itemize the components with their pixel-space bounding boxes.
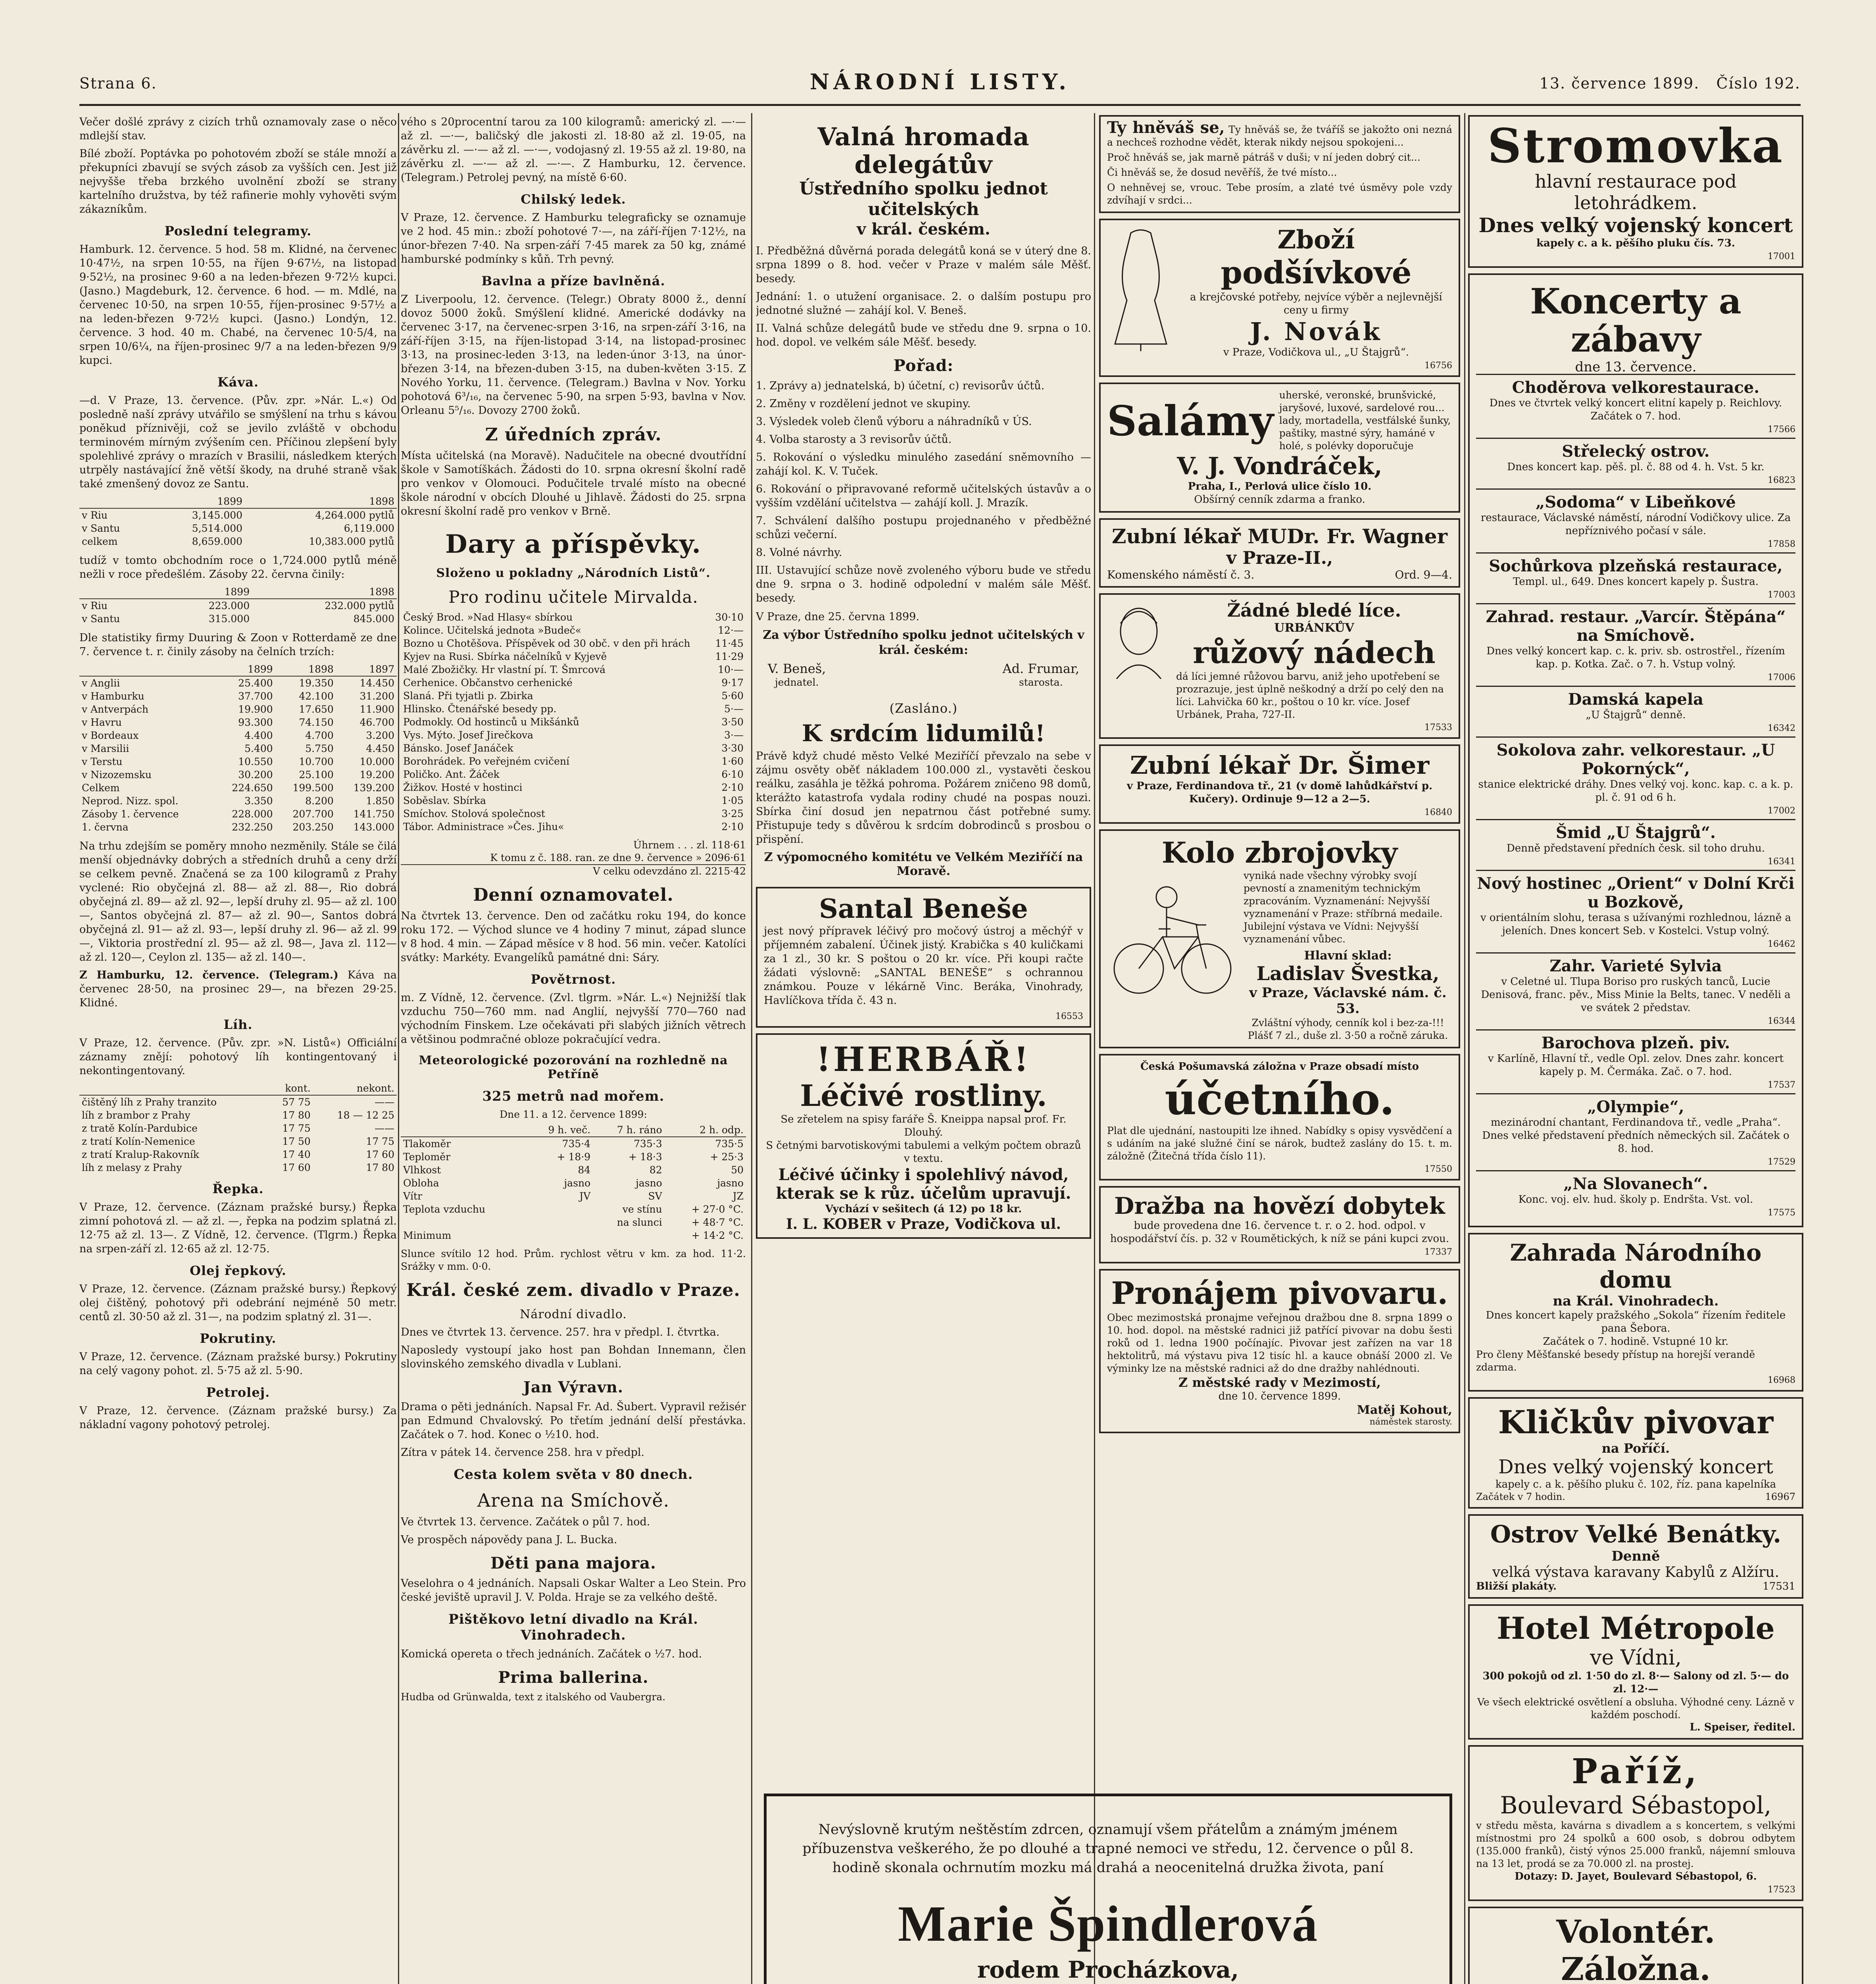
telegram-paragraph: Hamburk. 12. července. 5 hod. 58 m. Klidné, na červenec 10·47½, na srpen 10·55, na říjen 9·67½, na listopad 9·52½, na prosinec 9·60 a na leden-březen 9·72½ kupci. (Jasno.) Magdeburk, 12. července. 6 hod. — m. Mdlé, na červenec 10·50, na srpen 10·55, říjen-prosinec 9·57½ a na leden-březen 9·72½ kupci. (Jasno.) Londýn, 12. července. 3 hod. 40 m. Chabé, na červenec 10·5/4, na srpen 10/6¼, na říjen-prosinec 9/7 a na leden-březen 9/9 kupci. xyxy=(79,243,397,367)
donation-row: Žižkov. Hosté v hostinci 2·10 xyxy=(403,782,744,793)
donation-row: Bozno u Chotěšova. Příspěvek od 30 obč. v den při hrách 11·45 xyxy=(403,638,744,649)
official-news-paragraph: Místa učitelská (na Moravě). Nadučitele na obecné dvoutřídní škole v Samotíškách. Žádosti do 10. srpna okresní školní radě pro venkov v Olomouci. Podučitele trvalé místo na obecné škole národní v obcích Dlouhé u Jihlavě. Žádosti do 25. srpna okresní školní radě pro venkov v Brně. xyxy=(401,450,746,517)
concerts-date: dne 13. července. xyxy=(1575,359,1697,375)
hamburk-paragraph: Z Hamburku, 12. července. (Telegram.) Káva na červenec 28·50, na prosinec 29—, na březen 29·25. Klidné. xyxy=(79,969,397,1009)
podsivkove-advert: Zboží podšívkové a krejčovské potřeby, nejvíce výběr a nejlevnější ceny u firmy J. Novák v Praze, Vodičkova ul., „U Štajgrů“. 16756 xyxy=(1099,219,1460,377)
table-row: Vlhkost 84 82 50 xyxy=(403,1164,744,1176)
ad-number: 16553 xyxy=(1055,1011,1083,1021)
meteo-date: Dne 11. a 12. července 1899: xyxy=(500,1109,647,1120)
section-heading: Povětrnost. xyxy=(531,972,616,987)
petrolej-paragraph: V Praze, 12. července. (Záznam pražské bursy.) Za nákladní vagony pohotový petrolej. xyxy=(79,1405,397,1431)
stromovka-advert: Stromovka hlavní restaurace pod letohrádkem. Dnes velký vojenský koncert kapely c. a k. pěšího pluku čís. 73. 17001 xyxy=(1468,115,1803,268)
obituary-notice xyxy=(764,1794,1452,1984)
section-heading: Pokrutiny. xyxy=(200,1331,277,1346)
herbar-line: Léčivé účinky i spolehlivý návod, kterak se k růz. účelům upravují. xyxy=(776,1165,1071,1203)
mirvald-heading: Pro rodinu učitele Mirvalda. xyxy=(448,587,698,607)
table-row: v Hamburku 37.700 42.100 31.200 xyxy=(82,690,394,702)
table-row: na slunci + 48·7 °C. xyxy=(617,1217,744,1228)
concerts-title: Koncerty a zábavy xyxy=(1530,281,1741,360)
arena-paragraph: Veselohra o 4 jednáních. Napsali Oskar Walter a Leo Stein. Pro české jeviště upravil J. V. Polda. Hraje se za velkého deště. xyxy=(401,1577,746,1603)
olej-paragraph: V Praze, 12. července. (Záznam pražské bursy.) Řepkový olej čištěný, pohotový při odebrání nejméně 50 metr. centů zl. 30·50 až zl. 31—, na podzim splatný zl. 31—. xyxy=(79,1283,397,1323)
urbanek-advert: Žádné bledé líce. URBÁNKŮV růžový nádech dá líci jemné růžovou barvu, aniž jeho upotřebení se prozrazuje, jest úplně neškodný a drží po celý den na líci. Lahvička 60 kr., poštou o 10 kr. více. Josef Urbánek, Praha, 727-II. 17533 xyxy=(1099,593,1460,739)
assembly-committee: Za výbor Ústředního spolku jednot učitelských v král. českém: xyxy=(763,628,1084,657)
theatre-paragraph: Dnes ve čtvrtek 13. července. 257. hra v předpl. I. čtvrtka. xyxy=(401,1326,720,1338)
klickuv-advert: Kličkův pivovar na Poříčí. Dnes velký vojenský koncert kapely c. a k. pěšího pluku č. 102, říz. pana kapelníka Začátek v 7 hodin. 16967 xyxy=(1468,1397,1803,1509)
donation-row: Tábor. Administrace »Čes. Jihu« 2·10 xyxy=(403,821,744,832)
assembly-paragraph: Jednání: 1. o utužení organisace. 2. o dalším postupu pro jednotné služné — zahájí kol. V. Beneš. xyxy=(756,290,1091,317)
appeal-heading: K srdcím lidumilů! xyxy=(802,720,1046,747)
pistek-paragraph: Hudba od Grünwalda, text z italského od Vaubergra. xyxy=(401,1691,666,1703)
concert-advert: Zahrad. restaur. „Varcír. Štěpána“ na Smíchově. Dnes velký koncert kap. c. k. priv. sb. ostrostřel., řízením kap. p. Kotka. Zač. o 7. h. Vstup volný. 17006 xyxy=(1476,603,1795,686)
donation-row: Malé Zbožičky. Hr vlastní pí. T. Šmrcová 10·— xyxy=(403,664,744,675)
concert-advert: „Sodoma“ v Libeňkové restaurace, Václavské náměstí, národní Vodičkovy ulice. Za nepříznivého počasí v sále. 17858 xyxy=(1476,488,1795,552)
section-heading: Líh. xyxy=(223,1017,253,1032)
meteo-heading: Meteorologické pozorování na rozhledně na Petříně xyxy=(419,1054,728,1081)
agenda-heading: Pořad: xyxy=(893,356,954,375)
ucetni-advert: Česká Pošumavská záložna v Praze obsadí místo účetního. Plat dle ujednání, nastoupiti lze ihned. Nabídky s opisy vysvědčení a s udáním na jaké služné činí se nárok, budtež zaslány do 15. t. m. záložně (Žitečná třída číslo 11). 17550 xyxy=(1099,1054,1460,1180)
issue-date-number xyxy=(1540,75,1801,92)
herbar-title: !HERBÁŘ! xyxy=(816,1040,1031,1079)
assembly-title: Valná hromada delegátův xyxy=(817,122,1030,179)
weather-paragraph: m. Z Vídně, 12. července. (Zvl. tlgrm. »Nár. L.«) Nejnižší tlak vzduchu 750—760 mm. nad Anglií, nejvyšší 770—760 nad východním Finskem. Lze očekávati při slabých jižních větrech a většinou podmračné obloze pokračující vedra. xyxy=(401,992,746,1046)
section-heading: Řepka. xyxy=(212,1181,264,1196)
drazba-advert: Dražba na hovězí dobytek bude provedena dne 16. července t. r. o 2. hod. odpol. v hospodářství čís. p. 32 v Roumětických, k níž se páni kupci zvou. 17337 xyxy=(1099,1186,1460,1263)
column-entertainment xyxy=(1468,115,1803,1984)
lady-portrait-icon xyxy=(1107,600,1171,679)
table-row: Tlakoměr 735·4 735·3 735·5 xyxy=(403,1138,744,1150)
table-row: celkem 8,659.000 10,383.000 pytlů xyxy=(82,536,394,547)
donation-row: Český Brod. »Nad Hlasy« sbírkou 30·10 xyxy=(403,611,744,623)
agenda-item: 3. Výsledek voleb členů výboru a náhradníků v ÚS. xyxy=(756,415,1032,428)
pistek-paragraph: Komická opereta o třech jednáních. Začátek o ½7. hod. xyxy=(401,1648,702,1660)
table-row: v Anglii 25.400 19.350 14.450 xyxy=(82,677,394,689)
concert-advert: „Olympie“, mezinárodní chantant, Ferdinandova tř., vedle „Praha“. Dnes velké představení předních německých sil. Začátek o 8. hod. 17529 xyxy=(1476,1093,1795,1170)
coffee-harvest-table: 1899 1898 v Riu 3,145.000 4,264.000 pytlů v Santu 5,514.000 6,119.000 celkem 8,659.000 10,383.000 pytlů xyxy=(79,495,397,548)
table-row: z tratě Kolín-Pardubice 17 75 —— xyxy=(82,1123,394,1134)
section-heading: Z úředních zpráv. xyxy=(485,425,662,445)
table-row: v Santu 5,514.000 6,119.000 xyxy=(82,523,394,534)
table-row: v Terstu 10.550 10.700 10.000 xyxy=(82,756,394,767)
play-title: Jan Výravn. xyxy=(523,1378,624,1396)
table-row: z tratí Kolín-Nemenice 17 50 17 75 xyxy=(82,1136,394,1147)
concert-advert: Damská kapela „U Štajgrů“ denně. 16342 xyxy=(1476,686,1795,736)
donation-row: Borohrádek. Po veřejném cvičení 1·60 xyxy=(403,756,744,767)
spirits-price-table: kont. nekont. čištěný líh z Prahy tranzito 57 75 —— líh z brambor z Prahy 17 80 18 — 12 25 z tratě Kolín-Pardubice 17 75 —— z tratí Kolín-Nemenice 17 50 17 75 z tratí Kralup-Rakovník 17 40 17 60 líh z melasy z Prahy 17 60 17 80 xyxy=(79,1082,397,1174)
meteo-footer: Slunce svítilo 12 hod. Prům. rychlost větru v km. za hod. 11·2. Srážky v mm. 0·0. xyxy=(401,1248,746,1272)
donations-subheading: Složeno u pokladny „Národních Listů“. xyxy=(436,566,711,580)
herbar-line: Vychází v sešitech (á 12) po 18 kr. xyxy=(825,1203,1022,1215)
table-row: Zásoby 1. července 228.000 207.700 141.750 xyxy=(82,808,394,820)
table-row: v Antverpách 19.900 17.650 11.900 xyxy=(82,704,394,715)
donation-row: Podmokly. Od hostinců u Mikšánků 3·50 xyxy=(403,716,744,728)
meteo-subheading: 325 metrů nad mořem. xyxy=(482,1088,665,1104)
table-row: z tratí Kralup-Rakovník 17 40 17 60 xyxy=(82,1149,394,1160)
concert-advert: Zahr. Varieté Sylvia v Celetné ul. Tlupa Boriso pro ruských tanců, Lucie Denisová, franc. pěv., Miss Minie la Belts, tanec. V neděli a ve svátek 2 představ. 16344 xyxy=(1476,952,1795,1029)
agenda-list xyxy=(756,379,1091,605)
agenda-item: 4. Volba starosty a 3 revisorův účtů. xyxy=(756,433,952,446)
agenda-item: 2. Změny v rozdělení jednot ve skupiny. xyxy=(756,398,971,410)
dress-form-icon xyxy=(1107,225,1174,352)
santal-text: jest nový přípravek léčivý pro močový ústroj a měchýř v příjemném zabalení. Účinek jistý. Krabička s 40 kuličkami za 1 zl., 30 kr. S poštou o 20 kr. více. Při koupi račte žádati výslovně: „SANTAL BENEŠE“ s ochrannou známkou. Pouze v lékárně Vinc. Beráka, Vinohrady, Havlíčkova třída č. 43 n. xyxy=(764,925,1083,1007)
section-heading: Denní oznamovatel. xyxy=(473,885,674,905)
repka-paragraph: V Praze, 12. července. (Záznam pražské bursy.) Řepka zimní pohotová zl. — až zl. —, řepka na podzim splatná zl. 12·75 až zl. 13—. Z Vídně, 12. července. (Tlgrm.) Řepka na srpen-září zl. 12·65 až zl. 12·75. xyxy=(79,1201,397,1255)
pronajem-advert: Pronájem pivovaru. Obec mezimostská pronajme veřejnou dražbou dne 8. srpna 1899 o 10. hod. dopol. na městské radnici již patřící pivovar na dobu šesti roků od 1. ledna 1900 počínajíc. Pivovar jest zařízen na var 18 hektolitrů, má výstavu piva 12 tisíc hl. a kauce obnáší 2000 zl. Ve výminky lze na městské radnici až do dne dražby nahlédnouti. Z městské rady v Mezimostí, dne 10. července 1899. Matěj Kohout, náměstek starosty. xyxy=(1099,1269,1460,1433)
volonter-advert: Volontér. Záložna. xyxy=(1468,1907,1803,1984)
table-row: Teplota vzduchu ve stínu + 27·0 °C. xyxy=(403,1203,744,1215)
table-row: Vítr JV SV JZ xyxy=(403,1190,744,1202)
kava-paragraph: tudíž v tomto obchodním roce o 1,724.000 pytlů méně nežli v roce předešlém. Zásoby 22. června činily: xyxy=(79,554,397,581)
assembly-paragraph: I. Předběžná důvěrná porada delegátů koná se v úterý dne 8. srpna 1899 o 8. hod. večer v Praze v malém sále Měšť. besedy. xyxy=(756,245,1091,285)
table-row: líh z melasy z Prahy 17 60 17 80 xyxy=(82,1162,394,1173)
stromovka-title: Stromovka xyxy=(1488,118,1784,173)
column-divider xyxy=(1464,113,1465,1984)
kava-paragraph: —d. V Praze, 13. července. (Pův. zpr. »Nár. L.«) Od posledně naší zprávy utvářilo se smýšlení na trhu s kávou poněkud příznivěji, což se jevilo zvláště v obchodu terminovém mírným zvýšením cen. Příčinou zlepšení byly spolehlivé zprávy o mrazích v Brasilii, následkem kterých utrpěly nastávající žně větší škody, na druhé straně však také zmenšený dovoz ze Santu. xyxy=(79,394,397,490)
table-row: v Nizozemsku 30.200 25.100 19.200 xyxy=(82,769,394,781)
zaslano-label: (Zasláno.) xyxy=(889,701,958,716)
herbar-line: Se zřetelem na spisy faráře Š. Kneippa napsal prof. Fr. Dlouhý. xyxy=(780,1113,1067,1138)
table-row: líh z brambor z Prahy 17 80 18 — 12 25 xyxy=(82,1109,394,1121)
theatre-paragraph: Zítra v pátek 14. července 258. hra v předpl. xyxy=(401,1446,645,1459)
table-row: v Bordeaux 4.400 4.700 3.200 xyxy=(82,730,394,741)
santal-advert xyxy=(756,887,1091,1028)
kava-paragraph: Na trhu zdejším se poměry mnoho nezměnily. Stále se čilá menší objednávky dobrých a středních druhů a ceny drží se celkem pevně. Značená se za 100 kilogramů z Prahy vyclené: Rio obyčejná zl. 88— až zl. 88—, Rio dobrá obyčejná zl. 89— až zl. 92—, lepší druhy zl. 95— až zl. 100—, Santos obyčejná zl. 87— až zl. 90—, Santos dobrá obyčejná zl. 91— až zl. 93—, lepší druhy zl. 96— až zl. 99—, Viktoria prostřední zl. 95— až zl. 98—, Java zl. 112— až zl. 120—, Ceylon zl. 135— až zl. 140—. xyxy=(79,840,397,963)
kolo-advert: Kolo zbrojovky vyniká nade všechny výrobky svojí pevností a znamenitým technickým zpracováním. Vyznamenání: Nejvyšší vyznamenání v Praze: stříbrná medaile. Jubilejní výstava ve Vídni: Nejvyšší vyznamenání vůbec. Hlavní sklad: Ladislav Švestka, v Praze, Václavské nám. č. 53. Zvláštní výhody, cenník kol i bez-za-!!! Plášť 7 zl., duše zl. 3·50 a ročně záruka. xyxy=(1099,829,1460,1048)
agenda-item: 1. Zprávy a) jednatelská, b) účetní, c) revisorův účtů. xyxy=(756,380,1045,392)
herbar-advert xyxy=(756,1033,1091,1239)
concert-advert: Sokolova zahr. velkorestaur. „U Pokornýck“, stanice elektrické dráhy. Dnes velký voj. konc. kap. c. a k. p. pl. č. 91 od 6 h. 17002 xyxy=(1476,736,1795,819)
donation-row: Cerhenice. Občanstvo cerhenické 9·17 xyxy=(403,677,744,688)
assembly-paragraph: II. Valná schůze delegátů bude ve středu dne 9. srpna o 10. hod. dopol. ve velkém sále Měšť. besedy. xyxy=(756,322,1091,348)
donation-row: Hlinsko. Čtenářské besedy pp. 5·— xyxy=(403,703,744,715)
section-heading: Chilský ledek. xyxy=(521,192,626,207)
theatre-subheading: Národní divadlo. xyxy=(520,1307,627,1321)
kava-paragraph: Dle statistiky firmy Duuring & Zoon v Rotterdamě ze dne 7. července t. r. činily zásoby na čelních trzích: xyxy=(79,632,397,658)
ledek-paragraph: V Praze, 12. července. Z Hamburku telegraficky se oznamuje ve 2 hod. 45 min.: zboží pohotové 7·—, na září-říjen 7·12½, na únor-březen 7·40. Na srpen-září 7·45 marek za 50 kg, známé hamburské podmínky s kůň. Trh pevný. xyxy=(401,211,746,265)
issue-date: 13. července 1899. xyxy=(1539,75,1700,92)
agenda-item: 6. Rokování o připravované reformě učitelských ústavův a o vyšším vzdělání učitelstva — zahájí koll. J. Mrazík. xyxy=(756,483,1091,509)
theatre-heading: Král. české zem. divadlo v Praze. xyxy=(406,1280,740,1300)
donation-carry: K tomu z č. 188. ran. ze dne 9. července » 2096·61 xyxy=(490,852,746,863)
arena-paragraph: Ve prospěch nápovědy pana J. L. Bucka. xyxy=(401,1534,617,1546)
bile-zbozi-paragraph: Bílé zboží. Poptávka po pohotovém zboží se stále množí a překupníci zbavují se svých zásob za vyšších cen. Jest již nejvyšše třeba brzkého uvolnění zboží se strany kartelního družstva, by též rafinerie mohly vyhověti svým zákazníkům. xyxy=(79,148,397,215)
play-title: Děti pana majora. xyxy=(490,1554,656,1573)
donation-total: Úhrnem . . . zl. 118·61 xyxy=(633,839,746,851)
donation-row: Poličko. Ant. Žáček 6·10 xyxy=(403,769,744,780)
column-divider xyxy=(398,113,399,1984)
arena-heading: Arena na Smíchově. xyxy=(477,1490,670,1511)
pokrutiny-paragraph: V Praze, 12. července. (Záznam pražské bursy.) Pokrutiny na celý vagony pohot. zl. 5·75 až zl. 5·90. xyxy=(79,1351,397,1377)
meteo-table: 9 h. več. 7 h. ráno 2 h. odp. Tlakoměr 735·4 735·3 735·5 Teploměr + 18·9 + 18·3 + 25·3 Vlhkost 84 82 50 Obloha jasno jasno jasno Vítr JV SV JZ Teplota vzduchu ve stínu + 27·0 °C. na slunci + 48·7 °C. Minimum + 14·2 °C. xyxy=(401,1123,746,1242)
column-divider xyxy=(751,113,752,1984)
concert-list xyxy=(1476,374,1795,1221)
hotel-metropole-advert: Hotel Métropole ve Vídni, 300 pokojů od zl. 1·50 do zl. 8·— Salony od zl. 5·— do zl. 12·— Ve všech elektrické osvětlení a obsluha. Výhodné ceny. Lázně v každém poschodí. L. Speiser, ředitel. xyxy=(1468,1604,1803,1740)
column-teachers-and-ads xyxy=(756,115,1091,1785)
simer-advert: Zubní lékař Dr. Šimer v Praze, Ferdinandova tř., 21 (v domě lahůdkářství p. Kučery). Ordinuje 9—12 a 2—5. 16840 xyxy=(1099,744,1460,824)
issue-number: Číslo 192. xyxy=(1716,75,1801,92)
concerts-listing xyxy=(1468,273,1803,1227)
assembly-region: v král. českém. xyxy=(857,220,990,238)
pariz-advert: Paříž, Boulevard Sébastopol, v středu města, kavárna s divadlem a s koncertem, s velkými místnostmi pro 24 spolků a 600 osob, s dobrou odbytem (135.000 franků), čistý výnos 25.000 franků, nájemní smlouva na 13 let, prodá se za 70.000 zl. na prostej. Dotazy: D. Jayet, Boulevard Sébastopol, 6. 17523 xyxy=(1468,1745,1803,1901)
column-divider xyxy=(1094,113,1095,1984)
zahrada-advert: Zahrada Národního domu na Král. Vinohradech. Dnes koncert kapely pražského „Sokola“ řízením ředitele pana Šebora. Začátek o 7. hodině. Vstupné 10 kr. Pro členy Měšťanské besedy přístup na horejší verandě zdarma. 16968 xyxy=(1468,1233,1803,1392)
table-row: Minimum + 14·2 °C. xyxy=(403,1230,744,1241)
donation-row: Kolince. Učitelská jednota »Budeč« 12·— xyxy=(403,625,744,636)
concert-advert: Sochůrkova plzeňská restaurace, Templ. ul., 649. Dnes koncert kapely p. Šustra. 17003 xyxy=(1476,552,1795,603)
petrolej-continued: vého s 20procentní tarou za 100 kilogramů: americký zl. —·— až zl. —·—, baličský dle jakosti zl. 18·80 až zl. 19·05, na závěrku zl. —·— až zl. —·—, vodojasný zl. 19·55 až zl. 19·80, na závěrku zl. —·— až zl. —·—. Z Hamburku, 12. července. (Telegram.) Petrolej pevný, na místě 6·60. xyxy=(401,116,746,184)
section-heading: Bavlna a příze bavlněná. xyxy=(481,273,665,288)
play-title: Prima ballerina. xyxy=(498,1668,649,1687)
herbar-subtitle: Léčivé rostliny. xyxy=(800,1079,1047,1113)
obituary-intro: Nevýslovně krutým neštěstím zdrcen, oznamují všem přátelům a známým jménem příbuzenstva veškerého, že po dlouhé a trapné nemoci ve středu, 12. července o půl 8. hodině skonala ochrnutím mozku má drahá a neocenitelná družka života, paní xyxy=(802,1822,1414,1876)
coffee-stock-table: 1899 1898 v Riu 223.000 232.000 pytlů v Santu 315.000 845.000 xyxy=(79,585,397,625)
appeal-paragraph: Právě když chudé město Velké Meziříčí převzalo na sebe v zájmu osvěty oběť nákladem 100.000 zl., vystavěti českou reálku, zasáhla je těžká pohroma. Požárem zničeno 98 domů, kterážto katastrofa vydala rodiny chudé na pospas nouzi. Sbírka činí dosud jen nepatrnou část potřebné sumy. Přistupuje tedy s důvěrou k srdcím dobrodinců s prosbou o přispění. xyxy=(756,750,1091,846)
concert-advert: „Na Slovanech“. Konc. voj. elv. hud. školy p. Endršta. Vst. vol. 17575 xyxy=(1476,1170,1795,1221)
concert-advert: Choděrova velkorestaurace. Dnes ve čtvrtek velký koncert elitní kapely p. Reichlovy. Začátek o 7. hod. 17566 xyxy=(1476,374,1795,438)
arena-paragraph: Ve čtvrtek 13. července. Začátek o půl 7. hod. xyxy=(401,1516,650,1528)
table-row: Celkem 224.650 199.500 139.200 xyxy=(82,782,394,794)
assembly-subtitle: Ústředního spolku jednot učitelských xyxy=(799,179,1048,219)
appeal-footer: Z výpomocného komitétu ve Velkém Meziříčí na Moravě. xyxy=(764,850,1083,878)
theatre-paragraph: Naposledy vystoupí jako host pan Bohdan Innemann, člen slovinského zemského divadla v Lublani. xyxy=(401,1344,746,1370)
concert-advert: Barochova plzeň. piv. v Karlíně, Hlavní tř., vedle Opl. zelov. Dnes zahr. koncert kapely p. M. Čermáka. Zač. o 7. hod. 17537 xyxy=(1476,1029,1795,1093)
donations-heading: Dary a příspěvky. xyxy=(445,529,702,559)
deceased-maiden-name: rodem Procházkova, xyxy=(977,1956,1239,1983)
concert-advert: Nový hostinec „Orient“ v Dolní Krči u Bozkově, v orientálním slohu, terasa s užívanými rozhlednou, lázně a jeleních. Dnes koncert Seb. v Kostelci. Vstup volný. 16462 xyxy=(1476,870,1795,952)
pistek-heading: Pištěkovo letní divadlo na Král. Vinohradech. xyxy=(448,1611,698,1643)
donation-row: Bánsko. Josef Janáček 3·30 xyxy=(403,742,744,754)
table-row: v Santu 315.000 845.000 xyxy=(82,613,394,625)
coffee-european-stock-table: 1899 1898 1897 v Anglii 25.400 19.350 14.450 v Hamburku 37.700 42.100 31.200 v Antverpách 19.900 17.650 11.900 v Havru 93.300 74.150 46.700 v Bordeaux 4.400 4.700 3.200 v Marsilii 5.400 5.750 4.450 v Terstu 10.550 10.700 10.000 v Nizozemsku 30.200 25.100 19.200 Celkem 224.650 199.500 139.200 Neprod. Nizz. spol. 3.350 8.200 1.850 Zásoby 1. července 228.000 207.700 141.750 1. června 232.250 203.250 143.000 xyxy=(79,663,397,834)
page-header xyxy=(79,67,1801,99)
bicycle-icon xyxy=(1107,869,1238,1000)
newspaper-title: NÁRODNÍ LISTY. xyxy=(809,69,1071,94)
bavlna-paragraph: Z Liverpoolu, 12. července. (Telegr.) Obraty 8000 ž., denní dovoz 5000 žoků. Smýšlení klidné. Americké dodávky na červenec 3·17, na červenec-srpen 3·16, na srpen-září 3·16, na září-říjen 3·15, na říjen-listopad 3·14, na listopad-prosinec 3·13, na prosinec-leden 3·13, na leden-únor 3·13, na únor-březen 3·14, na březen-duben 3·15, na duben-květen 3·15. Z Nového Yorku, 11. července. (Telegram.) Bavlna v Nov. Yorku pohotová 6³/₁₆, na červenec 5·90, na srpen 5·93, bavlna v Nov. Orleanu 5⁵/₁₆. Dovozy 2700 žoků. xyxy=(401,293,746,417)
ty-hnevas-advert: Ty hněváš se, Ty hněváš se, že tváříš se jakožto oni nezná a nechceš rozhodne vědět, kterak nikdy nejsou spokojeni... Proč hněváš se, jak marně pátráš v duši; v ní jeden dobrý cit... Či hněváš se, že dosud nevěříš, že tvé místo... O nehněvej se, vrouc. Tebe prosím, a zlaté tvé úsměvy pole vzdy zdvíhají v srdci... xyxy=(1099,115,1460,213)
play-title: Cesta kolem světa v 80 dnech. xyxy=(454,1467,693,1482)
section-heading: Káva. xyxy=(217,375,259,390)
page-number: Strana 6. xyxy=(79,75,157,92)
assembly-signatures: V. Beneš, jednatel. Ad. Frumar, starosta. xyxy=(768,661,1079,688)
agenda-item: 7. Schválení dalšího postupu projednaného v předběžné schůzi večerní. xyxy=(756,515,1091,541)
wagner-advert: Zubní lékař MUDr. Fr. Wagner v Praze-II., Komenského náměstí č. 3. Ord. 9—4. xyxy=(1099,518,1460,588)
herbar-publisher: I. L. KOBER v Praze, Vodičkova ul. xyxy=(786,1216,1061,1232)
table-row: Obloha jasno jasno jasno xyxy=(403,1177,744,1189)
concert-advert: Šmid „U Štajgrů“. Denně představení předních česk. sil toho druhu. 16341 xyxy=(1476,819,1795,870)
deceased-name: Marie Špindlerová xyxy=(898,1896,1319,1952)
section-heading: Olej řepkový. xyxy=(190,1263,286,1278)
donation-row: Kyjev na Rusi. Sbírka náčelníků v Kyjevě 11·29 xyxy=(403,651,744,662)
table-row: v Riu 223.000 232.000 pytlů xyxy=(82,600,394,611)
assembly-date: V Praze, dne 25. června 1899. xyxy=(756,611,920,623)
table-row: v Riu 3,145.000 4,264.000 pytlů xyxy=(82,509,394,521)
column-news-and-donations xyxy=(401,115,746,1984)
theatre-paragraph: Drama o pěti jednáních. Napsal Fr. Ad. Šubert. Vypravil režisér pan Edmund Chvalovský. Po třetím jednání delší přestávka. Začátek o 7. hod. Konec o ½10. hod. xyxy=(401,1401,746,1441)
lih-paragraph: V Praze, 12. července. (Pův. zpr. »N. Listů«) Officiální záznamy znějí: pohotový líh kontingentovaný i nekontingentovaný. xyxy=(79,1037,397,1077)
donation-row: Soběslav. Sbírka 1·05 xyxy=(403,795,744,806)
agenda-item: 8. Volné návrhy. xyxy=(756,546,842,559)
benatky-advert: Ostrov Velké Benátky. Denně velká výstava karavany Kabylů z Alžíru. Bližší plakáty. 17531 xyxy=(1468,1514,1803,1599)
donation-row: Slaná. Při tyjatli p. Zbirka 5·60 xyxy=(403,690,744,702)
header-rule xyxy=(79,104,1801,106)
herbar-line: S četnými barvotiskovými tabulemi a velkým počtem obrazů v textu. xyxy=(766,1140,1081,1165)
salamy-advert: Salámy uherské, veronské, brunšvické, jaryšové, luxové, sardelové rou... lady, mortadella, vestfálské šunky, paštiky, mastné sýry, hamáné v holé, s polévky doporučuje V. J. Vondráček, Praha, I., Perlová ulice číslo 10. Obšírný cenník zdarma a franko. xyxy=(1099,383,1460,513)
agenda-item: 5. Rokování o výsledku minulého zasedání sněmovního — zahájí kol. K. V. Tuček. xyxy=(756,451,1091,477)
daily-paragraph: Na čtvrtek 13. července. Den od začátku roku 194, do konce roku 172. — Východ slunce ve 4 hodiny 7 minut, západ slunce v 8 hod. 4 min. — Západ měsíce v 8 hod. 56 min. večer. Katolíci svátky: Markéty. Evangelíků památné dni: Sáry. xyxy=(401,910,746,964)
table-row: čištěný líh z Prahy tranzito 57 75 —— xyxy=(82,1096,394,1108)
column-advertisements xyxy=(1099,115,1460,1785)
table-row: 1. června 232.250 203.250 143.000 xyxy=(82,821,394,833)
donation-row: Vys. Mýto. Josef Jirečkova 3·— xyxy=(403,729,744,741)
donation-grand-total: V celku odevzdáno zl. 2215·42 xyxy=(401,864,746,878)
table-row: v Marsilii 5.400 5.750 4.450 xyxy=(82,743,394,754)
intro-paragraph: Večer došlé zprávy z cizích trhů oznamovaly zase o něco mdlejší stav. xyxy=(79,116,397,142)
column-market-reports xyxy=(79,115,397,1984)
donation-list xyxy=(401,611,746,833)
santal-title: Santal Beneše xyxy=(819,893,1028,924)
table-row: Neprod. Nizz. spol. 3.350 8.200 1.850 xyxy=(82,795,394,807)
section-heading: Petrolej. xyxy=(206,1385,270,1400)
donation-row: Smíchov. Stolová společnost 3·25 xyxy=(403,808,744,819)
table-row: Teploměr + 18·9 + 18·3 + 25·3 xyxy=(403,1151,744,1163)
section-heading: Poslední telegramy. xyxy=(164,223,312,238)
table-row: v Havru 93.300 74.150 46.700 xyxy=(82,717,394,728)
concert-advert: Střelecký ostrov. Dnes koncert kap. pěš. pl. č. 88 od 4. h. Vst. 5 kr. 16823 xyxy=(1476,438,1795,488)
agenda-item: III. Ustavující schůze nově zvoleného výboru bude ve středu dne 9. srpna o 3. hodině odpolední v malém sále Měšť. besedy. xyxy=(756,564,1091,604)
